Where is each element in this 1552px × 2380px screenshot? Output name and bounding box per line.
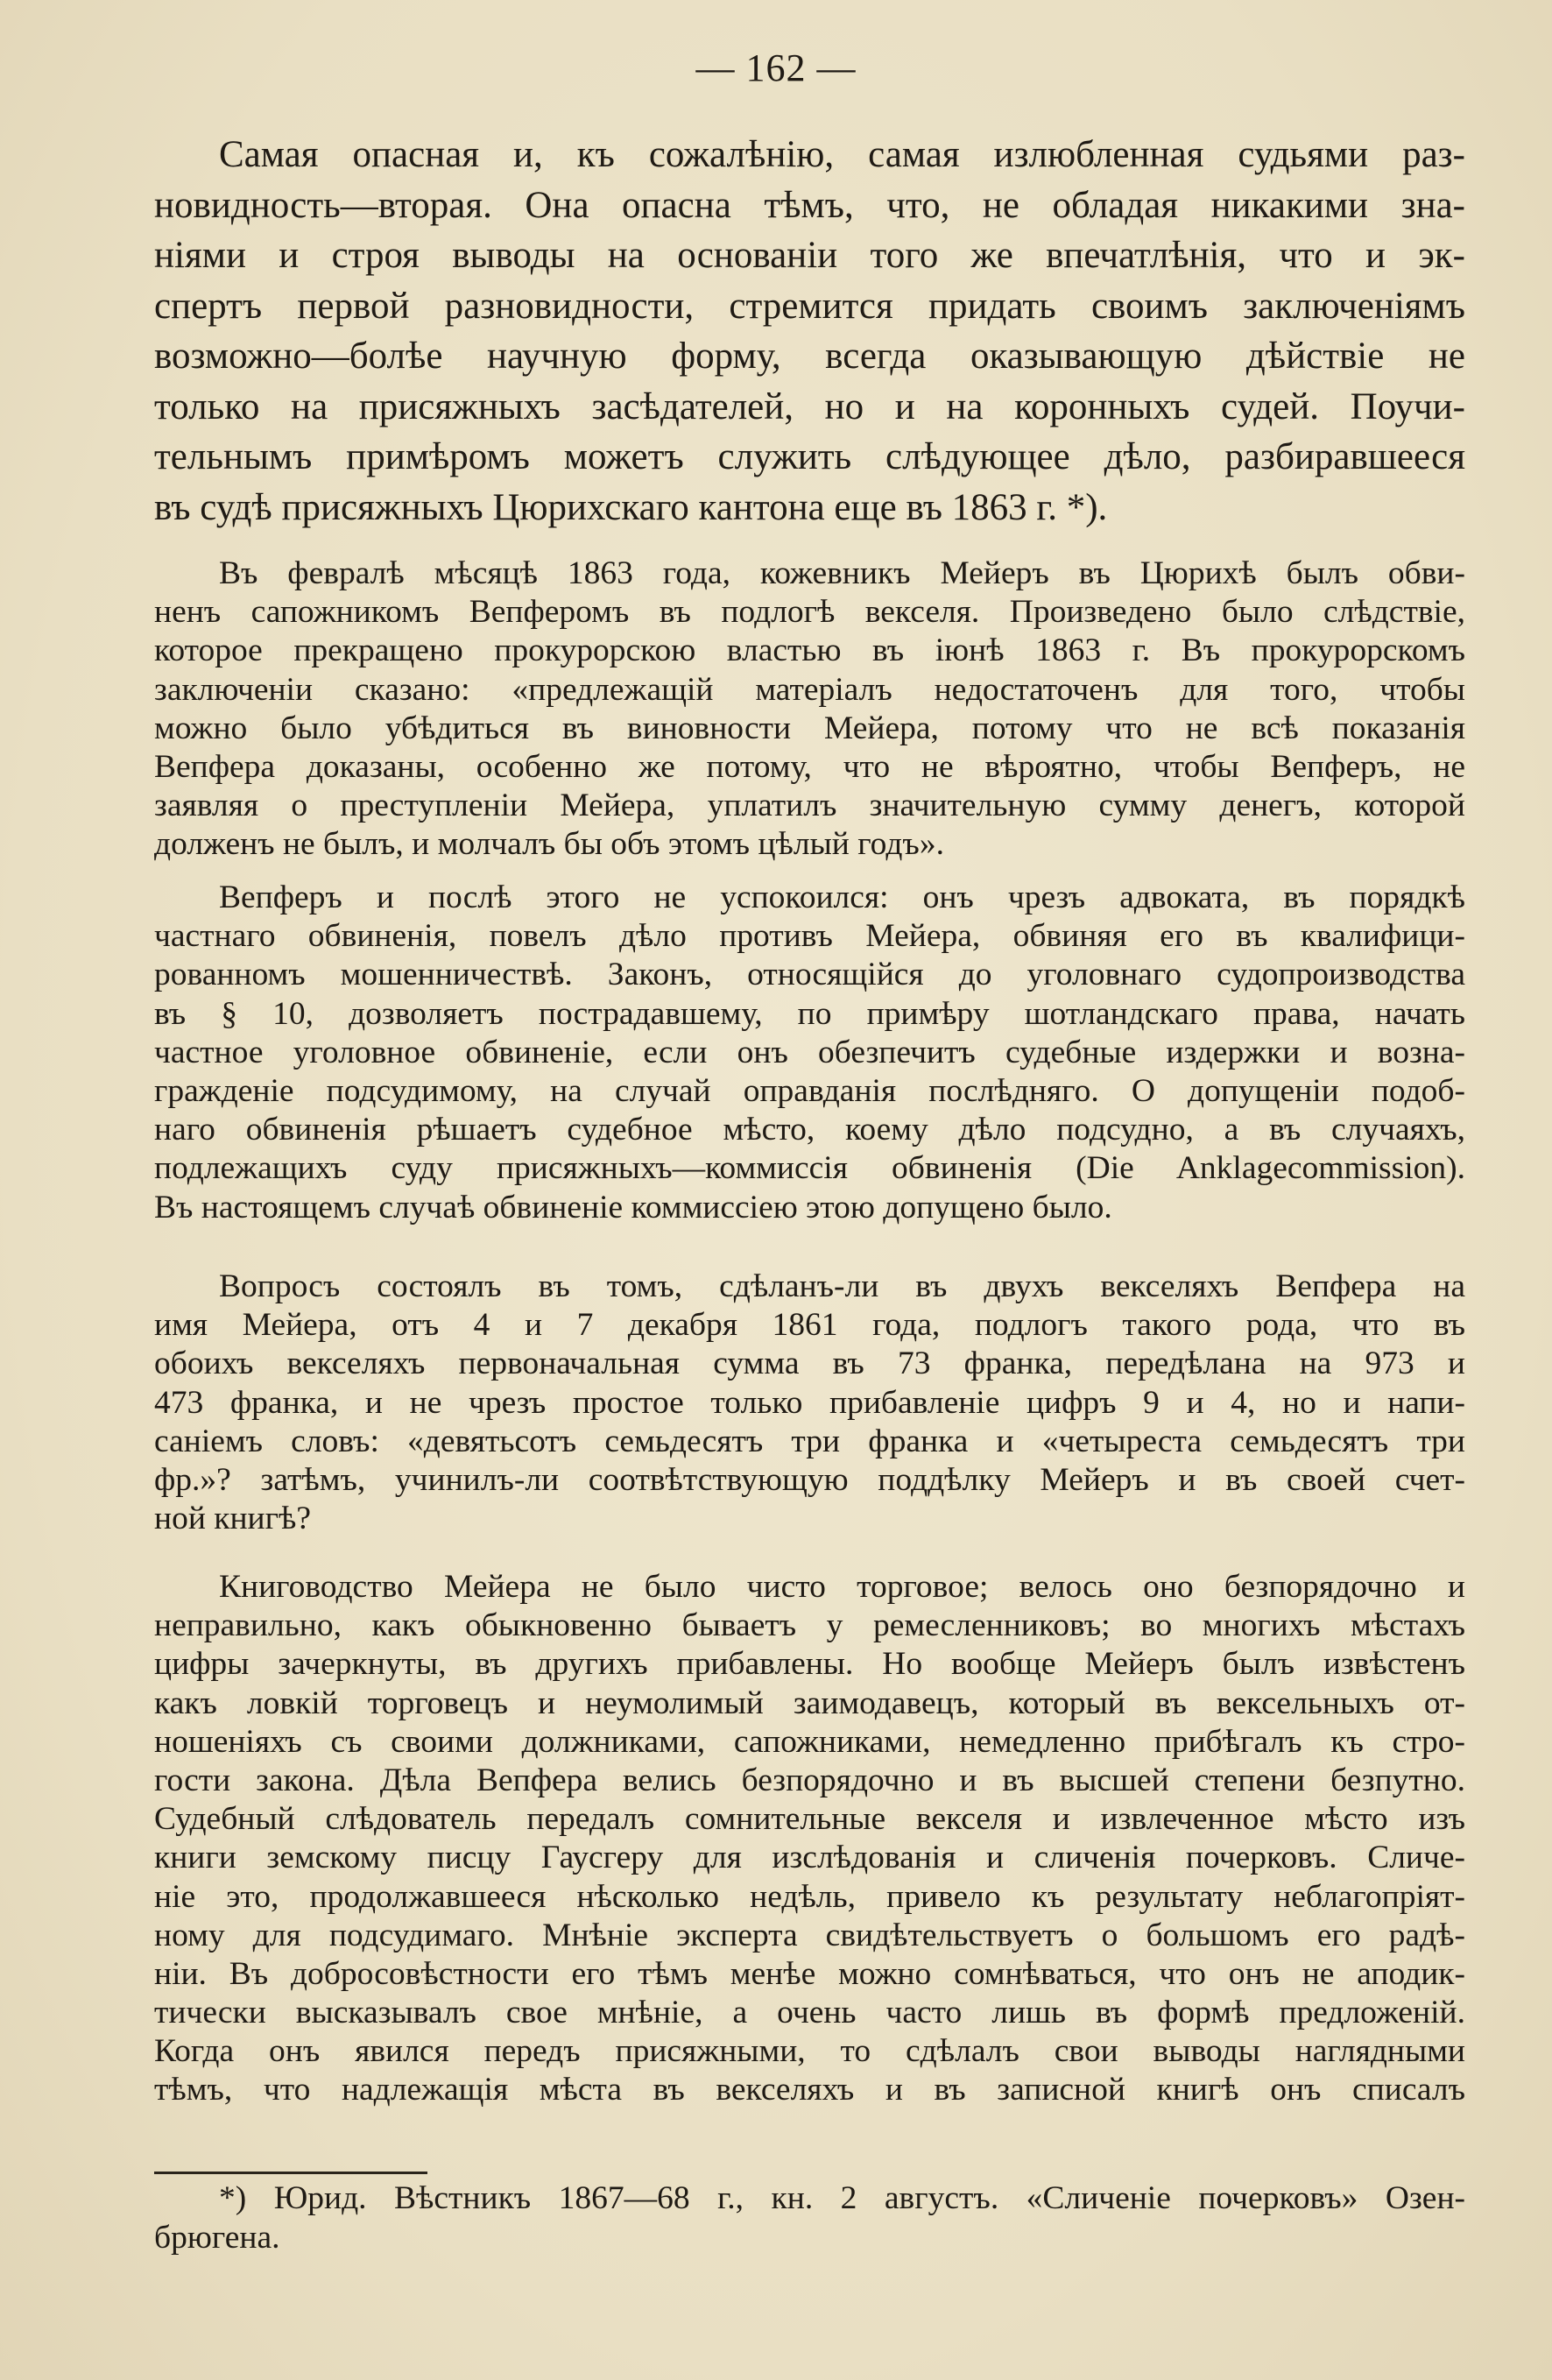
text-line: Судебный слѣдователь передалъ сомнительные векселя и извлеченное мѣсто изъ: [154, 1801, 1465, 1838]
paragraph-3: [154, 1268, 1465, 1538]
text-line: какъ ловкій торговецъ и неумолимый заимодавецъ, который въ вексельныхъ от-: [154, 1684, 1465, 1721]
text-line: Вепферъ и послѣ этого не успокоился: онъ чрезъ адвоката, въ порядкѣ: [219, 879, 1465, 915]
text-line: ніями и строя выводы на основаніи того же впечатлѣнія, что и эк-: [154, 235, 1465, 276]
page-number: — 162 —: [695, 46, 857, 89]
paragraph-2: [154, 879, 1465, 1227]
footnote-line: брюгена.: [154, 2220, 280, 2256]
text-line: Вопросъ состоялъ въ томъ, сдѣланъ-ли въ двухъ векселяхъ Вепфера на: [219, 1268, 1465, 1304]
text-line: Когда онъ явился передъ присяжными, то сдѣлалъ свои выводы наглядными: [154, 2033, 1465, 2070]
footnote-line: *) Юрид. Вѣстникъ 1867—68 г., кн. 2 августъ. «Сличеніе почерковъ» Озен-: [219, 2180, 1465, 2216]
text-line: Вепфера доказаны, особенно же потому, что не вѣроятно, чтобы Вепферъ, не: [154, 748, 1465, 785]
text-line: ной книгѣ?: [154, 1501, 312, 1537]
text-line: тически высказывалъ свое мнѣніе, а очень часто лишь въ формѣ предложеній.: [154, 1995, 1465, 2031]
text-line: саніемъ словъ: «девятьсотъ семьдесятъ три франка и «четыреста семьдесятъ три: [154, 1423, 1465, 1459]
text-line: имя Мейера, отъ 4 и 7 декабря 1861 года, подлогъ такого рода, что въ: [154, 1307, 1465, 1344]
text-line: новидность—вторая. Она опасна тѣмъ, что, не обладая никакими зна-: [154, 184, 1465, 226]
text-line: ному для подсудимаго. Мнѣніе эксперта свидѣтельствуетъ о большомъ его радѣ-: [154, 1917, 1465, 1953]
text-line: можно было убѣдиться въ виновности Мейера, потому что не всѣ показанія: [154, 710, 1465, 746]
footnote-divider: [154, 2172, 427, 2174]
paragraph-1: [154, 554, 1465, 865]
text-line: ненъ сапожникомъ Вепферомъ въ подлогѣ векселя. Произведено было слѣдствіе,: [154, 594, 1465, 631]
paragraph-4: [154, 1568, 1465, 2110]
text-line: наго обвиненія рѣшаетъ судебное мѣсто, коему дѣло подсудно, а въ случаяхъ,: [154, 1112, 1465, 1148]
text-line: заключеніи сказано: «предлежащій матеріалъ недостаточенъ для того, чтобы: [154, 671, 1465, 708]
text-line: частное уголовное обвиненіе, если онъ обезпечитъ судебные издержки и возна-: [154, 1034, 1465, 1070]
text-line: ніи. Въ добросовѣстности его тѣмъ менѣе можно сомнѣваться, что онъ не аподик-: [154, 1955, 1465, 1992]
text-line: рованномъ мошенничествѣ. Законъ, относящійся до уголовнаго судопроизводства: [154, 957, 1465, 993]
text-line: неправильно, какъ обыкновенно бываетъ у ремесленниковъ; во многихъ мѣстахъ: [154, 1607, 1465, 1644]
text-line: Самая опасная и, къ сожалѣнію, самая излюбленная судьями раз-: [219, 134, 1465, 175]
text-line: только на присяжныхъ засѣдателей, но и на коронныхъ судей. Поучи-: [154, 385, 1465, 427]
text-line: Въ настоящемъ случаѣ обвиненіе коммиссіею этою допущено было.: [154, 1189, 1112, 1225]
text-line: ношеніяхъ съ своими должниками, сапожниками, немедленно прибѣгалъ къ стро-: [154, 1723, 1465, 1760]
text-line: тельнымъ примѣромъ можетъ служить слѣдующее дѣло, разбиравшееся: [154, 436, 1465, 477]
text-line: Книговодство Мейера не было чисто торговое; велось оно безпорядочно и: [219, 1569, 1465, 1605]
text-line: въ § 10, дозволяетъ пострадавшему, по примѣру шотландскаго права, начать: [154, 995, 1465, 1032]
footnote: [154, 2179, 1465, 2257]
text-line: ніе это, продолжавшееся нѣсколько недѣль, привело къ результату неблагопріят-: [154, 1878, 1465, 1915]
text-line: въ судѣ присяжныхъ Цюрихскаго кантона еще въ 1863 г. *).: [154, 486, 1108, 528]
text-line: спертъ первой разновидности, стремится придать своимъ заключеніямъ: [154, 285, 1465, 327]
text-line: частнаго обвиненія, повелъ дѣло противъ Мейера, обвиняя его въ квалифици-: [154, 918, 1465, 955]
text-line: цифры зачеркнуты, въ другихъ прибавлены. Но вообще Мейеръ былъ извѣстенъ: [154, 1646, 1465, 1683]
text-line: тѣмъ, что надлежащія мѣста въ векселяхъ и въ записной книгѣ онъ списалъ: [154, 2072, 1465, 2108]
text-line: Въ февралѣ мѣсяцѣ 1863 года, кожевникъ Мейеръ въ Цюрихѣ былъ обви-: [219, 555, 1465, 591]
text-line: фр.»? затѣмъ, учинилъ-ли соотвѣтствующую поддѣлку Мейеръ и въ своей счет-: [154, 1461, 1465, 1498]
text-line: которое прекращено прокурорскою властью въ іюнѣ 1863 г. Въ прокурорскомъ: [154, 632, 1465, 669]
text-line: возможно—болѣе научную форму, всегда оказывающую дѣйствіе не: [154, 335, 1465, 377]
text-line: гражденіе подсудимому, на случай оправданія послѣдняго. О допущеніи подоб-: [154, 1072, 1465, 1109]
intro-paragraph: [154, 130, 1465, 533]
text-line: долженъ не былъ, и молчалъ бы объ этомъ цѣлый годъ».: [154, 826, 944, 863]
text-line: 473 франка, и не чрезъ простое только прибавленіе цифръ 9 и 4, но и напи-: [154, 1384, 1465, 1421]
text-line: книги земскому писцу Гаусгеру для изслѣдованія и сличенія почерковъ. Сличе-: [154, 1840, 1465, 1876]
text-line: обоихъ векселяхъ первоначальная сумма въ 73 франка, передѣлана на 973 и: [154, 1345, 1465, 1382]
text-line: заявляя о преступленіи Мейера, уплатилъ значительную сумму денегъ, которой: [154, 787, 1465, 824]
text-line: подлежащихъ суду присяжныхъ—коммиссія обвиненія (Die Anklagecommission).: [154, 1150, 1465, 1187]
text-line: гости закона. Дѣла Вепфера велись безпорядочно и въ высшей степени безпутно.: [154, 1762, 1465, 1798]
